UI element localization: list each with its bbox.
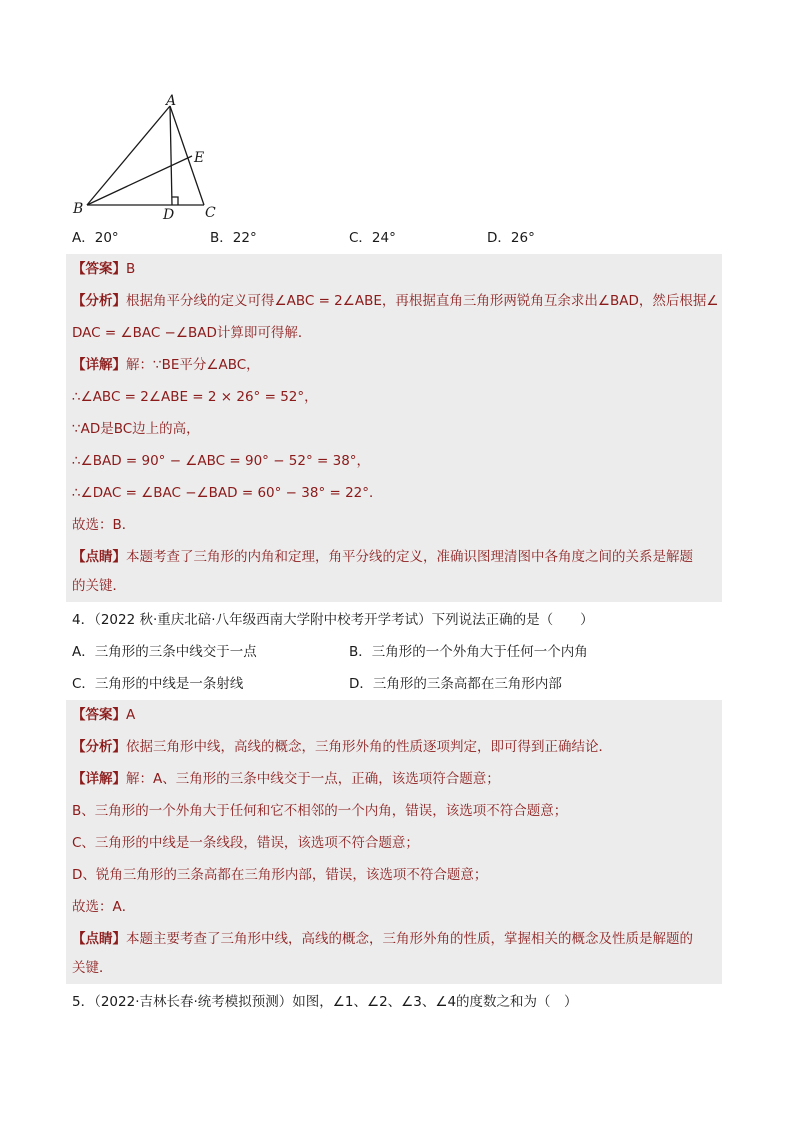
- q5-stem: 5．（2022·吉林长春·统考模拟预测）如图，∠1、∠2、∠3、∠4的度数之和为（ ）: [72, 994, 578, 1010]
- answer-value: A: [126, 707, 136, 723]
- comment-tag: 【点睛】: [72, 931, 126, 947]
- q4-option-b: B．三角形的一个外角大于任何一个内角: [349, 644, 588, 660]
- detail-text: 解：∵BE平分∠ABC，: [126, 357, 260, 373]
- comment-tag: 【点睛】: [72, 549, 126, 565]
- comment-text: 本题考查了三角形的内角和定理，角平分线的定义，准确识图理清图中各角度之间的关系是解题: [126, 549, 693, 565]
- analysis-tag: 【分析】: [72, 293, 126, 309]
- q3-option-a: A．20°: [72, 230, 119, 246]
- q4-choose-line: 故选：A．: [72, 899, 136, 915]
- analysis-text: 依据三角形中线，高线的概念，三角形外角的性质逐项判定，即可得到正确结论．: [126, 739, 612, 755]
- label-d: D: [163, 207, 175, 222]
- segment-ad: [170, 106, 172, 205]
- segment-ab: [87, 106, 170, 205]
- answer-tag: 【答案】: [72, 261, 126, 277]
- answer-value: B: [126, 261, 136, 277]
- answer-tag: 【答案】: [72, 707, 126, 723]
- q4-detail-line-4: D、锐角三角形的三条高都在三角形内部，错误，该选项不符合题意；: [72, 867, 488, 883]
- label-b: B: [73, 201, 84, 217]
- q4-option-a: A．三角形的三条中线交于一点: [72, 644, 257, 660]
- detail-text: 解：A、三角形的三条中线交于一点，正确，该选项符合题意；: [126, 771, 500, 787]
- q3-option-c: C．24°: [349, 230, 396, 246]
- analysis-text: 根据角平分线的定义可得∠ABC = 2∠ABE，再根据直角三角形两锐角互余求出∠BAD，然后根据∠: [126, 293, 719, 309]
- q3-option-d: D．26°: [487, 230, 535, 246]
- q3-comment-line-2: 的关键．: [72, 578, 126, 594]
- q3-choose-line: 故选：B．: [72, 517, 136, 533]
- q4-comment-line-2: 关键．: [72, 960, 113, 976]
- q4-solution-box: [66, 700, 722, 984]
- label-c: C: [205, 205, 216, 221]
- detail-tag: 【详解】: [72, 771, 126, 787]
- triangle-diagram: [70, 92, 230, 222]
- q4-comment-line-1: [72, 929, 693, 949]
- right-angle-mark: [172, 197, 178, 205]
- q3-comment-line-1: [72, 547, 693, 567]
- q3-option-b: B．22°: [210, 230, 257, 246]
- q4-answer-line: [72, 705, 135, 725]
- comment-text: 本题主要考查了三角形中线，高线的概念，三角形外角的性质，掌握相关的概念及性质是解题的: [126, 931, 693, 947]
- q4-detail-line-1: [72, 769, 500, 789]
- q3-answer-line: [72, 259, 135, 279]
- analysis-tag: 【分析】: [72, 739, 126, 755]
- detail-tag: 【详解】: [72, 357, 126, 373]
- q4-detail-line-3: C、三角形的中线是一条线段，错误，该选项不符合题意；: [72, 835, 419, 851]
- label-e: E: [194, 150, 205, 166]
- q3-detail-line-4: ∴∠BAD = 90° − ∠ABC = 90° − 52° = 38°，: [72, 453, 371, 469]
- q4-analysis-line: [72, 737, 612, 757]
- triangle-figure: [70, 92, 230, 222]
- q4-stem: 4．（2022 秋·重庆北碚·八年级西南大学附中校考开学考试）下列说法正确的是（ ）: [72, 612, 594, 628]
- q3-detail-line-3: ∵AD是BC边上的高，: [72, 421, 200, 437]
- q3-solution-box: [66, 254, 722, 602]
- q4-detail-line-2: B、三角形的一个外角大于任何和它不相邻的一个内角，错误，该选项不符合题意；: [72, 803, 568, 819]
- q3-analysis-line-2: DAC = ∠BAC −∠BAD计算即可得解．: [72, 325, 312, 341]
- q4-option-d: D．三角形的三条高都在三角形内部: [349, 676, 562, 692]
- q4-option-c: C．三角形的中线是一条射线: [72, 676, 244, 692]
- label-a: A: [166, 93, 177, 109]
- q3-detail-line-5: ∴∠DAC = ∠BAC −∠BAD = 60° − 38° = 22°．: [72, 485, 383, 501]
- q3-detail-line-1: [72, 355, 260, 375]
- q3-analysis-line-1: [72, 291, 719, 311]
- q3-detail-line-2: ∴∠ABC = 2∠ABE = 2 × 26° = 52°，: [72, 389, 318, 405]
